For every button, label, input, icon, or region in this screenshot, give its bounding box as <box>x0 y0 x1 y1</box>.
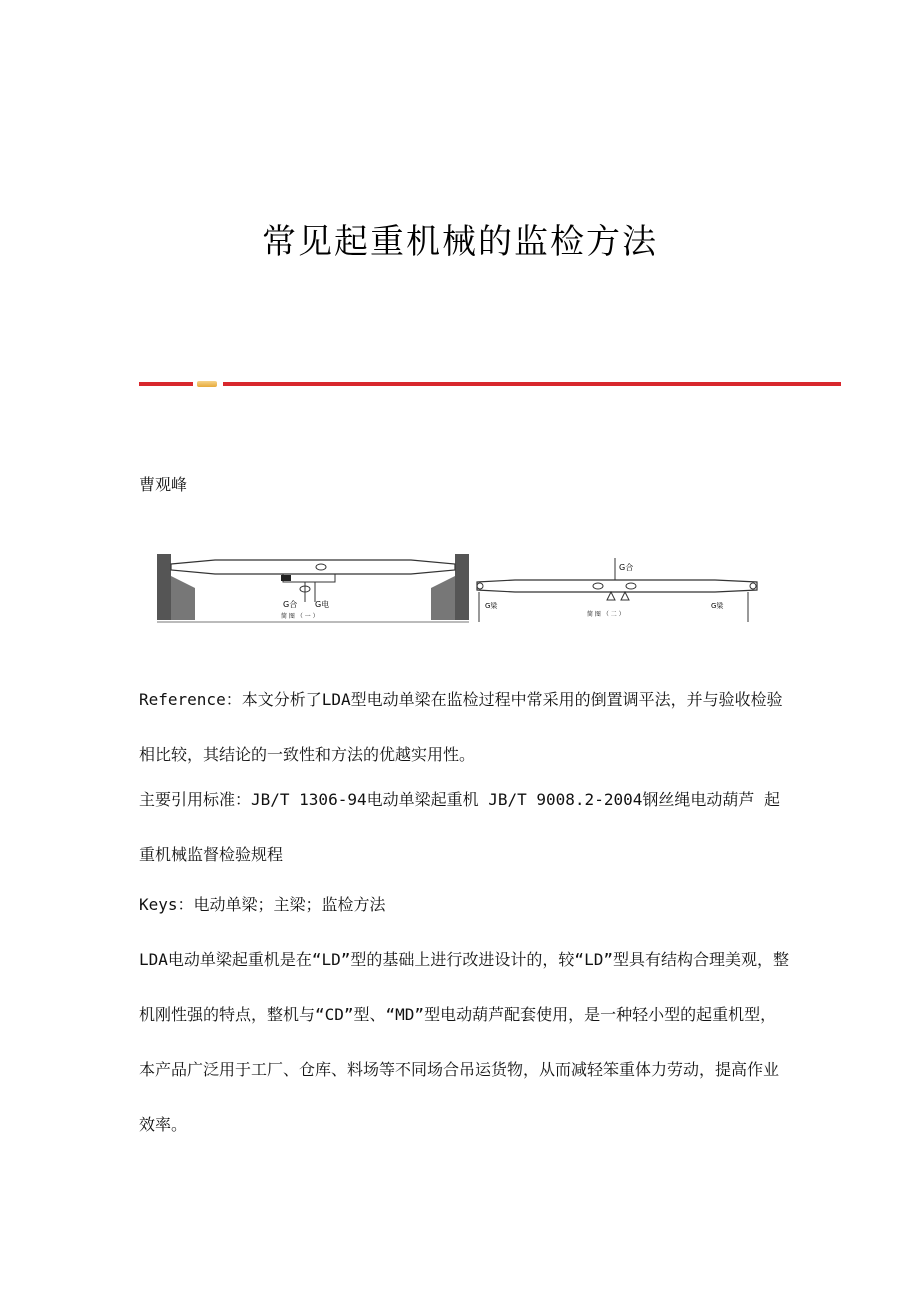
standards-paragraph: 主要引用标准：JB/T 1306-94电动单梁起重机 JB/T 9008.2-2004钢丝绳电动葫芦 起重机械监督检验规程 <box>139 790 780 864</box>
end-joint <box>477 583 483 589</box>
divider-red-left <box>139 382 193 386</box>
caption-right: 简 图 （ 二 ） <box>587 611 625 618</box>
left-wall <box>157 554 171 620</box>
body-paragraph: LDA电动单梁起重机是在“LD”型的基础上进行改进设计的，较“LD”型具有结构合理美观，整机刚性强的特点，整机与“CD”型、“MD”型电动葫芦配套使用，是一种轻小型的起重机型，本产品广泛用于工厂、仓库、料场等不同场合吊运货物，从而减轻笨重体力劳动，提高作业效率。 <box>139 950 789 1134</box>
diagram-left <box>157 554 469 622</box>
document-title: 常见起重机械的监检方法 <box>262 222 658 262</box>
keywords-paragraph: Keys：电动单梁；主梁；监检方法 <box>139 895 386 914</box>
wheel <box>316 564 326 570</box>
support-triangle <box>621 592 629 600</box>
right-wall <box>455 554 469 620</box>
caption-left: 简 图 （ 一 ） <box>281 613 319 620</box>
label-g-beam-right: G梁 <box>711 602 724 610</box>
divider-ornament <box>197 381 217 387</box>
support-triangle <box>607 592 615 600</box>
divider-red-right <box>223 382 841 386</box>
wheel <box>593 583 603 589</box>
hoist-block <box>281 575 291 581</box>
diagram-right <box>477 558 757 622</box>
label-g-combined: G合 <box>283 600 298 609</box>
label-g-combined: G合 <box>619 563 634 572</box>
end-joint <box>750 583 756 589</box>
author-name: 曹观峰 <box>139 475 188 494</box>
left-support <box>171 576 195 620</box>
crane-diagram <box>155 548 765 626</box>
title-divider <box>139 381 841 387</box>
inverted-girder <box>477 580 757 592</box>
wheel <box>626 583 636 589</box>
right-support <box>431 576 455 620</box>
reference-paragraph: Reference：本文分析了LDA型电动单梁在监检过程中常采用的倒置调平法，并与验收检验相比较，其结论的一致性和方法的优越实用性。 <box>139 690 783 764</box>
girder <box>171 560 455 574</box>
label-g-beam-left: G梁 <box>485 602 498 610</box>
label-g-hoist: G电 <box>315 600 330 609</box>
